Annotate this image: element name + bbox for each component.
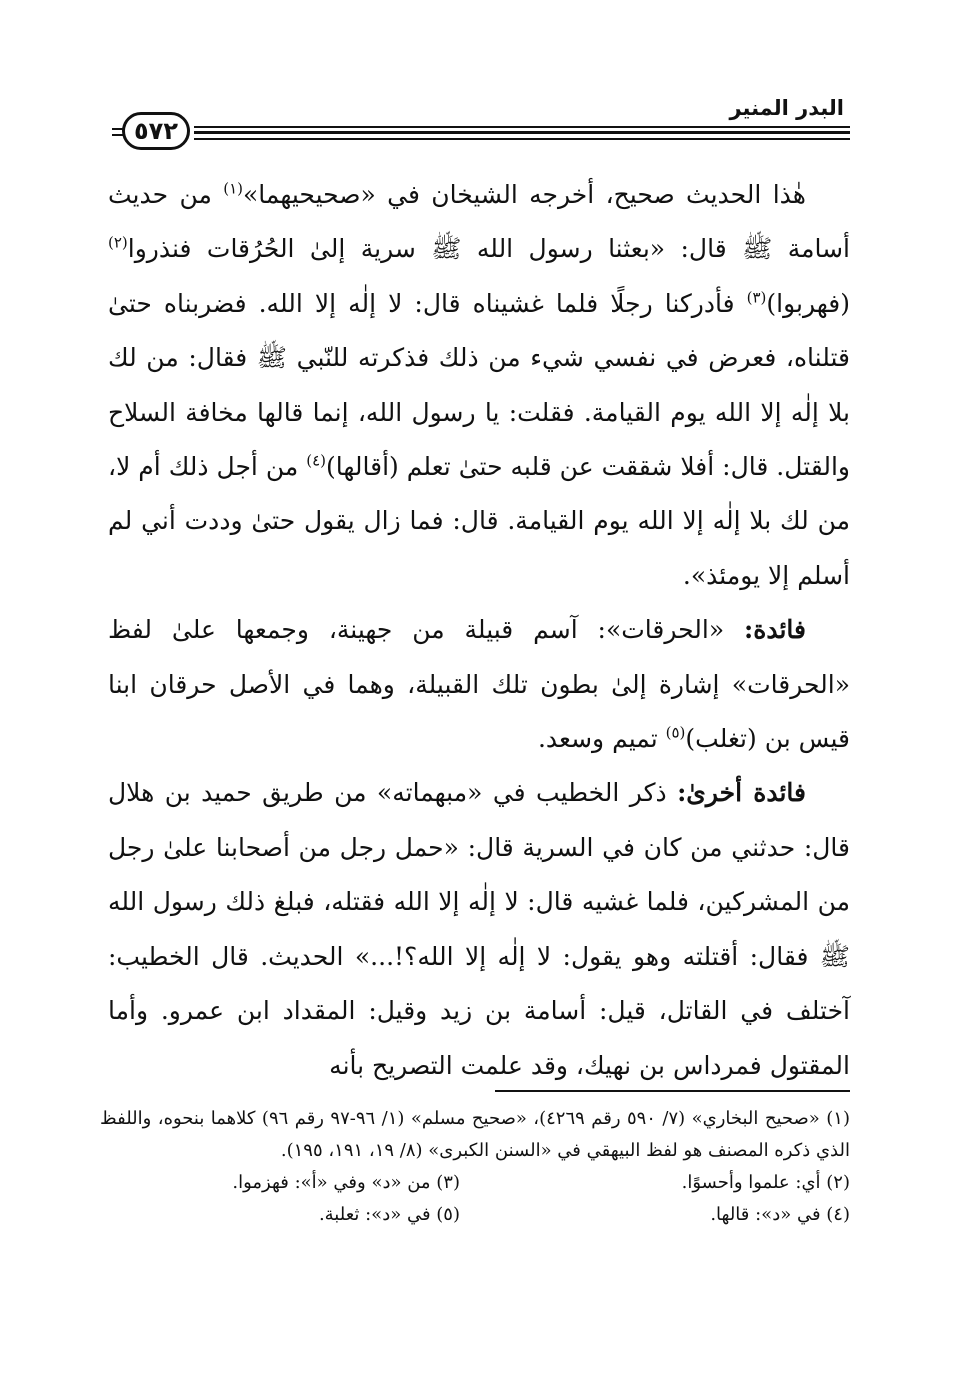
footnote-ref: (٥) — [665, 723, 686, 742]
text-run: هٰذا الحديث صحيح، أخرجه الشيخان في «صحيحيهما» — [243, 180, 806, 209]
header-rule — [194, 131, 850, 134]
footnote: (٥) في «د»: ثعلبة. — [318, 1204, 460, 1225]
page-number-text: ٥٧٢ — [134, 117, 178, 145]
paragraph — [108, 603, 850, 766]
text-run: «الحرقات»: آسم قبيلة من جهينة، وجمعها علىٰ لفظ «الحرقات» إشارة إلىٰ بطون تلك القبيلة، وهما في الأصل حرقان ابنا قيس بن (تغلب) — [108, 615, 850, 754]
text-run: تميم وسعد. — [537, 724, 666, 754]
footnote-ref: (٣) — [746, 288, 767, 307]
text-run: ذكر الخطيب في «مبهماته» من طريق حميد بن هلال قال: حدثني من كان في السرية قال: «حمل رجل من أصحابنا علىٰ رجل من المشركين، فلما غشيه قال: لا إلٰه إلا الله فقتله، فبلغ ذلك رسول الله ﷺ فقال: أقتلته وهو يقول: لا إلٰه إلا الله؟!...» الحديث. قال الخطيب: آختلف في القاتل، قيل: أسامة بن زيد وقيل: المقداد ابن عمرو. وأما المقتول فمرداس بن نهيك، وقد علمت التصريح بأنه — [108, 778, 850, 1080]
paragraph — [108, 766, 850, 1092]
footnote-ref: (١) — [223, 179, 243, 198]
footnote-row — [100, 1167, 850, 1199]
header-rule — [194, 138, 850, 140]
footnote: (٣) من «د» وفي «أ»: فهزموا. — [232, 1172, 460, 1193]
footnote: (٢) أي: علموا وأحسوًا. — [681, 1172, 850, 1193]
text-run: (فهربوا) — [766, 288, 850, 318]
text-run: من حديث أسامة ﷺ قال: «بعثنا رسول الله ﷺ سرية إلىٰ الحُرُقات فنذروا — [108, 180, 850, 264]
footnote-separator — [495, 1090, 850, 1092]
text-run: من أجل ذلك أم لا، من لك بلا إلٰه إلا الله يوم القيامة. قال: فما زال يقول حتىٰ وددت أني لم أسلم إلا يومئذ». — [108, 452, 850, 590]
text-run: فأدركنا رجلًا فلما غشيناه قال: لا إلٰه إلا الله. فضربناه حتىٰ قتلناه، فعرض في نفسي شيء من ذلك فذكرته للنّبي ﷺ فقال: من لك بلا إلٰه إلا الله يوم القيامة. فقلت: يا رسول الله، إنما قالها مخافة السلاح والقتل. قال: أفلا شققت عن قلبه حتىٰ تعلم (أقالها) — [108, 288, 851, 482]
footnote: (١) «صحيح البخاري» (٧/ ٥٩٠ رقم ٤٢٦٩)، «صحيح مسلم» (١/ ٩٦-٩٧ رقم ٩٦) كلاهما بنحوه، واللفظ الذي ذكره المصنف هو لفظ البيهقي في «السنن الكبرى» (٨/ ١٩، ١٩١، ١٩٥). — [100, 1108, 850, 1161]
footnote: (٤) في «د»: قالها. — [710, 1204, 850, 1225]
page-header — [112, 92, 850, 162]
note-label: فائدة أخرىٰ: — [677, 778, 806, 808]
footnotes — [100, 1103, 850, 1231]
page-number — [122, 112, 190, 150]
header-rule — [194, 126, 850, 128]
paragraph — [108, 168, 850, 603]
note-label: فائدة: — [744, 615, 806, 645]
main-text — [108, 168, 850, 1093]
running-title: البدر المنير — [729, 96, 844, 120]
footnote-ref: (٢) — [108, 234, 128, 253]
footnote-row — [100, 1199, 850, 1231]
footnote-ref: (٤) — [306, 451, 327, 470]
